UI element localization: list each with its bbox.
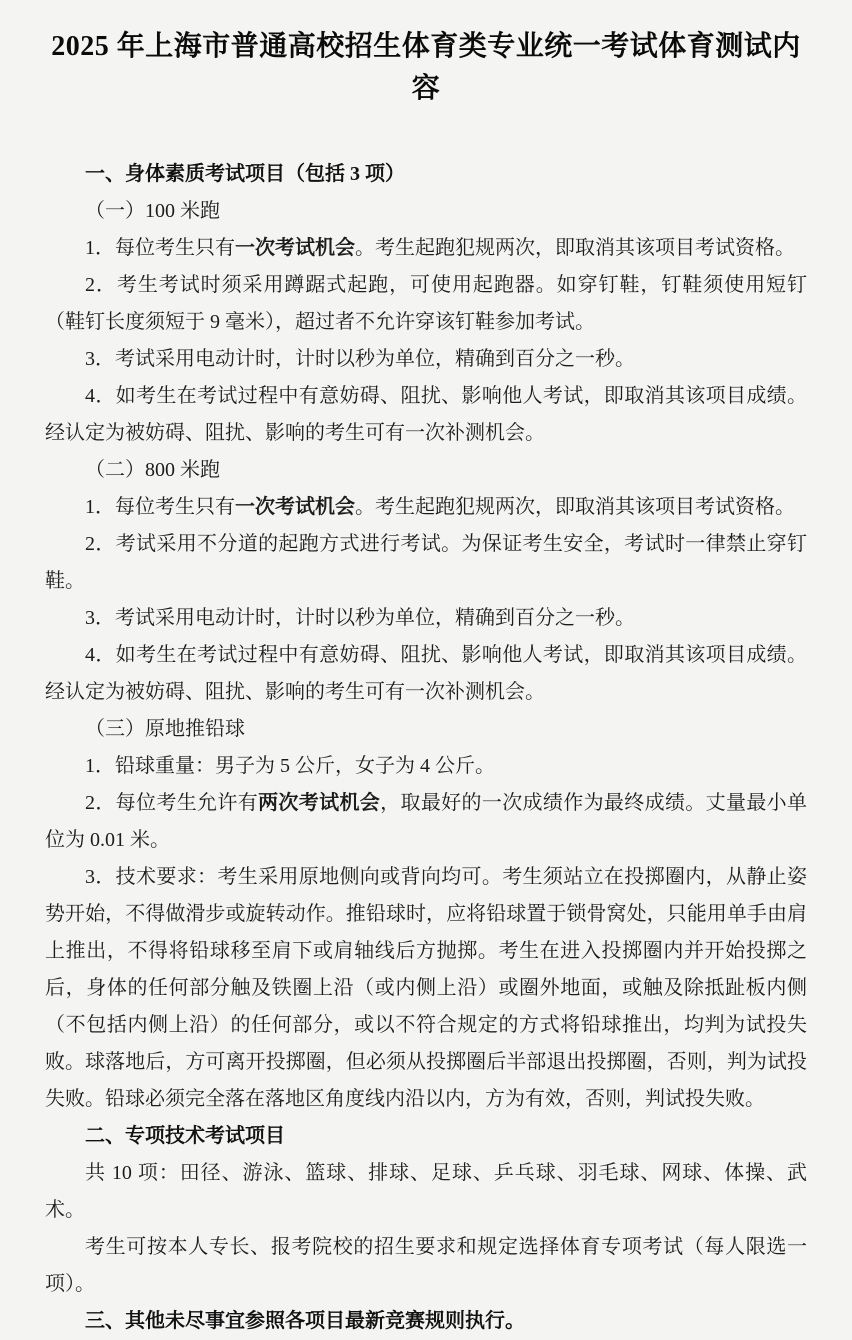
paragraph [45,859,807,1118]
text-segment: （一）100 米跑 [85,200,220,222]
paragraph [45,637,807,711]
paragraph [45,193,807,230]
emphasized-text: 两次考试机会 [258,792,381,814]
paragraph [45,267,807,341]
text-segment: ，取最好的一次成绩作为最终成绩。丈量最小单位为 0.01 米。 [45,792,808,851]
emphasized-text: 一次考试机会 [235,496,355,518]
paragraph [45,341,807,378]
paragraph [45,230,807,267]
text-segment: 2．考生考试时须采用蹲踞式起跑，可使用起跑器。如穿钉鞋，钉鞋须使用短钉（鞋钉长度须短于 9 毫米），超过者不允许穿该钉鞋参加考试。 [45,274,807,333]
paragraph [45,1155,807,1229]
text-segment: 2．考试采用不分道的起跑方式进行考试。为保证考生安全，考试时一律禁止穿钉鞋。 [45,533,807,592]
text-segment: 。考生起跑犯规两次，即取消其该项目考试资格。 [355,237,795,259]
text-segment: 1．每位考生只有 [85,496,235,518]
emphasized-text: 一次考试机会 [235,237,355,259]
text-segment: 3．考试采用电动计时，计时以秒为单位，精确到百分之一秒。 [85,348,635,370]
document-body [45,156,807,1340]
text-segment: 考生可按本人专长、报考院校的招生要求和规定选择体育专项考试（每人限选一项）。 [45,1236,807,1295]
emphasized-text: 一、身体素质考试项目（包括 3 项） [85,163,405,185]
paragraph [45,785,807,859]
text-segment: 3．考试采用电动计时，计时以秒为单位，精确到百分之一秒。 [85,607,635,629]
emphasized-text: 三、其他未尽事宜参照各项目最新竞赛规则执行。 [85,1310,525,1332]
paragraph [45,748,807,785]
paragraph [45,526,807,600]
text-segment: 4．如考生在考试过程中有意妨碍、阻扰、影响他人考试，即取消其该项目成绩。经认定为被妨碍、阻扰、影响的考生可有一次补测机会。 [45,644,807,703]
text-segment: 4．如考生在考试过程中有意妨碍、阻扰、影响他人考试，即取消其该项目成绩。经认定为被妨碍、阻扰、影响的考生可有一次补测机会。 [45,385,807,444]
paragraph [45,711,807,748]
paragraph [45,489,807,526]
paragraph [45,1229,807,1303]
paragraph [45,600,807,637]
section-heading [45,1303,807,1340]
text-segment: （二）800 米跑 [85,459,220,481]
text-segment: 。考生起跑犯规两次，即取消其该项目考试资格。 [355,496,795,518]
paragraph [45,452,807,489]
text-segment: 1．每位考生只有 [85,237,235,259]
section-heading [45,156,807,193]
emphasized-text: 二、专项技术考试项目 [85,1125,285,1147]
text-segment: 3．技术要求：考生采用原地侧向或背向均可。考生须站立在投掷圈内，从静止姿势开始，不得做滑步或旋转动作。推铅球时，应将铅球置于锁骨窝处，只能用单手由肩上推出，不得将铅球移至肩下或肩轴线后方抛掷。考生在进入投掷圈内并开始投掷之后，身体的任何部分触及铁圈上沿（或内侧上沿）或圈外地面，或触及除抵趾板内侧（不包括内侧上沿）的任何部分，或以不符合规定的方式将铅球推出，均判为试投失败。球落地后，方可离开投掷圈，但必须从投掷圈后半部退出投掷圈，否则，判为试投失败。铅球必须完全落在落地区角度线内沿以内，方为有效，否则，判试投失败。 [45,866,807,1110]
section-heading [45,1118,807,1155]
text-segment: 2．每位考生允许有 [85,792,259,814]
text-segment: （三）原地推铅球 [85,718,245,740]
paragraph [45,378,807,452]
text-segment: 1．铅球重量：男子为 5 公斤，女子为 4 公斤。 [85,755,495,777]
text-segment: 共 10 项：田径、游泳、篮球、排球、足球、乒乓球、羽毛球、网球、体操、武术。 [45,1162,807,1221]
document-title: 2025 年上海市普通高校招生体育类专业统一考试体育测试内容 [51,31,801,104]
